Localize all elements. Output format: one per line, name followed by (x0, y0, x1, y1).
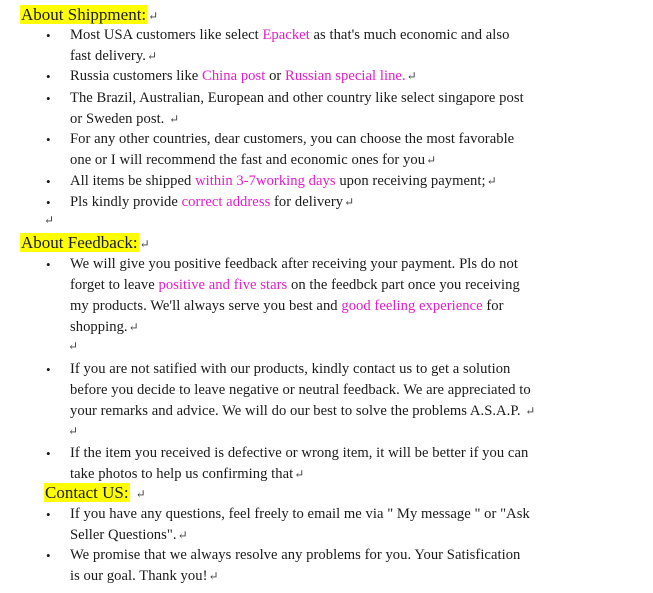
text-run: Most USA customers like select (70, 27, 263, 43)
paragraph-mark: ↵ (525, 404, 536, 418)
paragraph-mark: ↵ (294, 467, 305, 481)
paragraph-mark: ↵ (135, 487, 146, 501)
list-item-line (70, 525, 188, 545)
text-run: We promise that we always resolve any problems for you. Your Satisfication (70, 547, 521, 563)
text-run: fast delivery. (70, 48, 146, 64)
paragraph-mark: ↵ (486, 174, 497, 188)
text-run: your remarks and advice. We will do our best to solve the problems A.S.A.P. (70, 403, 525, 419)
list-item-line (70, 46, 157, 66)
paragraph-mark: ↵ (344, 195, 355, 209)
text-run: Seller Questions". (70, 527, 177, 543)
bullet-icon: • (46, 507, 51, 522)
text-run: shopping. (70, 319, 128, 335)
list-item-line (70, 317, 139, 337)
contact-heading (44, 482, 146, 505)
text-run: We will give you positive feedback after receiving your payment. Pls do not (70, 256, 518, 272)
list-item-line (70, 504, 530, 524)
list-item-line (70, 171, 497, 191)
text-run: Russia customers like (70, 68, 203, 84)
highlighted-text: Russian special line. (285, 68, 406, 84)
paragraph-mark: ↵ (406, 69, 417, 83)
bullet-icon: • (46, 28, 51, 43)
highlighted-text: Epacket (262, 27, 310, 43)
text-run: my products. We'll always serve you best and (70, 298, 342, 314)
list-item-line (70, 150, 436, 170)
list-item-line (70, 359, 510, 379)
text-run: If you have any questions, feel freely to email me via " My message " or "Ask (70, 506, 530, 522)
text-run: as that's much economic and also (309, 27, 510, 43)
paragraph-mark: ↵ (128, 320, 139, 334)
highlighted-text: within 3-7working days (195, 173, 336, 189)
text-run: for delivery (270, 194, 344, 210)
paragraph-mark: ↵ (139, 237, 150, 251)
list-item-line (70, 296, 504, 316)
paragraph-mark: ↵ (68, 424, 79, 438)
text-run: upon receiving payment; (335, 173, 486, 189)
list-item-line (70, 66, 417, 86)
text-run: forget to leave (70, 277, 159, 293)
bullet-icon: • (46, 174, 51, 189)
list-item-line (70, 464, 304, 484)
list-item-line (70, 566, 219, 586)
highlighted-text: correct address (181, 194, 271, 210)
feedback-heading (20, 232, 150, 255)
shipment-heading-text: About Shippment: (21, 5, 147, 24)
list-item-line (70, 443, 528, 463)
list-item-line (70, 275, 520, 295)
paragraph-mark: ↵ (146, 49, 158, 63)
bullet-icon: • (46, 548, 51, 563)
text-run: If you are not satified with our products, kindly contact us to get a solution (70, 361, 511, 377)
list-item-line (70, 109, 179, 129)
list-item-line (70, 129, 514, 149)
text-run: or Sweden post. (70, 111, 169, 127)
contact-heading-text: Contact US: (45, 483, 129, 502)
bullet-icon: • (46, 362, 51, 377)
highlighted-text: China post (202, 68, 266, 84)
paragraph-mark: ↵ (426, 153, 437, 167)
paragraph-mark: ↵ (68, 339, 79, 353)
text-run: before you decide to leave negative or neutral feedback. We are appreciated to (70, 382, 531, 398)
text-run: is our goal. Thank you! (70, 568, 208, 584)
list-item-line (70, 88, 524, 108)
paragraph-mark: ↵ (208, 569, 219, 583)
bullet-icon: • (46, 69, 51, 84)
list-item-line (70, 25, 509, 45)
paragraph-mark: ↵ (148, 9, 159, 23)
text-run: If the item you received is defective or wrong item, it will be better if you can (70, 445, 529, 461)
text-run: take photos to help us confirming that (70, 466, 294, 482)
text-run: one or I will recommend the fast and economic ones for you (70, 152, 426, 168)
bullet-icon: • (46, 257, 51, 272)
text-run: For any other countries, dear customers, you can choose the most favorable (70, 131, 515, 147)
paragraph-mark: ↵ (169, 112, 180, 126)
text-run: on the feedbck part once you receiving (287, 277, 520, 293)
text-run: All items be shipped (70, 173, 196, 189)
paragraph-mark: ↵ (44, 213, 55, 227)
bullet-icon: • (46, 91, 51, 106)
text-run: Pls kindly provide (70, 194, 182, 210)
paragraph-mark: ↵ (177, 528, 188, 542)
highlighted-text: good feeling experience (341, 298, 483, 314)
list-item-line (70, 192, 354, 212)
feedback-heading-text: About Feedback: (21, 233, 138, 252)
bullet-icon: • (46, 195, 51, 210)
list-item-line (70, 254, 518, 274)
shipment-heading (20, 4, 158, 27)
bullet-icon: • (46, 132, 51, 147)
bullet-icon: • (46, 446, 51, 461)
list-item-line (70, 380, 531, 400)
text-run: or (265, 68, 286, 84)
text-run: for (482, 298, 504, 314)
highlighted-text: positive and five stars (158, 277, 288, 293)
list-item-line (70, 401, 535, 421)
text-run: The Brazil, Australian, European and other country like select singapore post (70, 90, 524, 106)
list-item-line (70, 545, 520, 565)
